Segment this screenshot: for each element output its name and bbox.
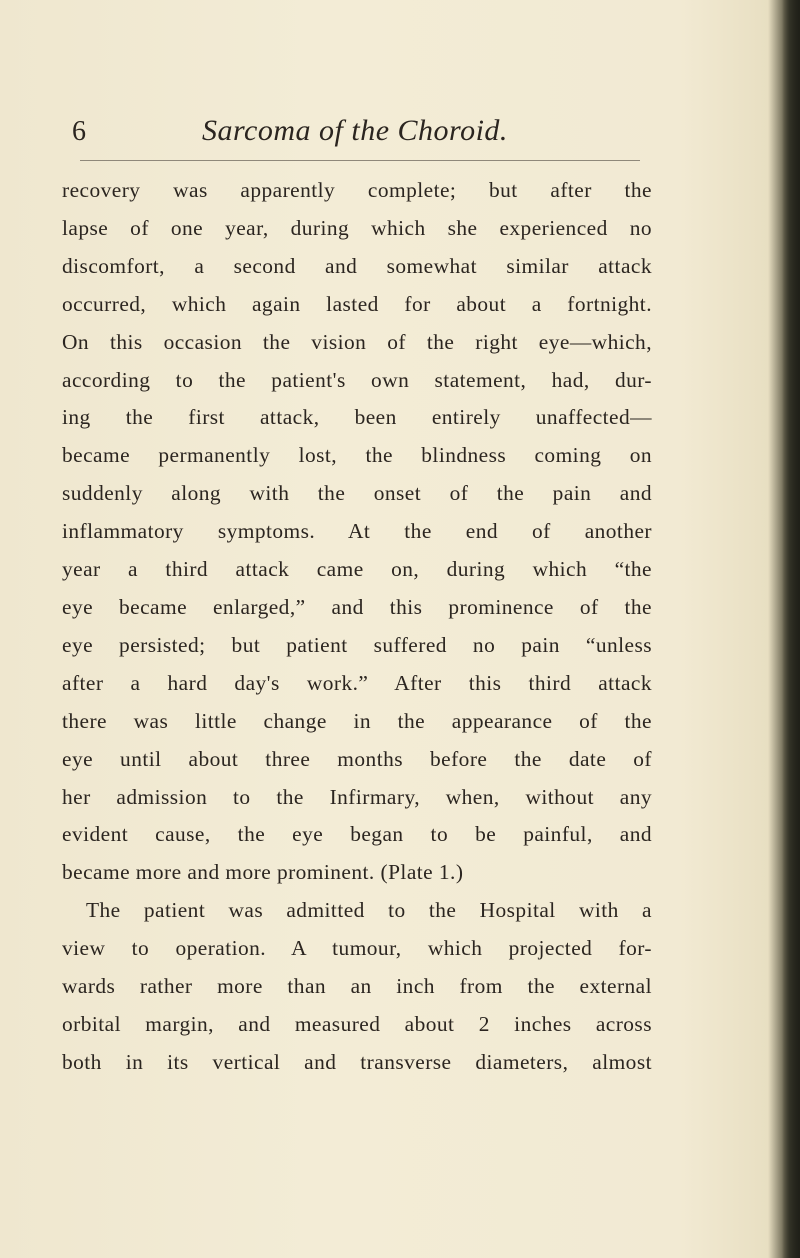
running-title: Sarcoma of the Choroid.	[202, 114, 508, 147]
page-header	[62, 112, 662, 152]
text-line: occurred, which again lasted for about a fortnight.	[62, 291, 652, 316]
text-line: became permanently lost, the blindness coming on	[62, 443, 652, 468]
text-line: after a hard day's work.” After this third attack	[62, 670, 652, 695]
text-line: both in its vertical and transverse diameters, almost	[62, 1049, 652, 1074]
text-line: ing the first attack, been entirely unaffected—	[62, 405, 652, 430]
text-line: eye became enlarged,” and this prominence of the	[62, 594, 652, 619]
header-rule	[80, 160, 640, 161]
text-line: her admission to the Infirmary, when, without any	[62, 784, 652, 809]
text-line: there was little change in the appearance of the	[62, 708, 652, 733]
text-line: discomfort, a second and somewhat similar attack	[62, 253, 652, 278]
text-line: eye persisted; but patient suffered no pain “unless	[62, 632, 652, 657]
text-line: according to the patient's own statement, had, dur-	[62, 367, 652, 392]
text-line: recovery was apparently complete; but after the	[62, 178, 652, 202]
body-text	[62, 172, 652, 1082]
text-line: orbital margin, and measured about 2 inches across	[62, 1011, 652, 1036]
text-line: inflammatory symptoms. At the end of another	[62, 519, 652, 544]
text-line: became more and more prominent. (Plate 1.)	[62, 860, 464, 885]
text-line: lapse of one year, during which she experienced no	[62, 215, 652, 240]
text-line: year a third attack came on, during which “the	[62, 557, 652, 582]
text-line: evident cause, the eye began to be painful, and	[62, 822, 652, 847]
binding-edge	[782, 0, 800, 1258]
page-number: 6	[72, 116, 86, 147]
text-line: view to operation. A tumour, which projected for-	[62, 936, 652, 961]
text-line: suddenly along with the onset of the pain and	[62, 481, 652, 506]
text-line: On this occasion the vision of the right eye—which,	[62, 329, 652, 354]
text-line: wards rather more than an inch from the external	[62, 974, 652, 999]
text-line: The patient was admitted to the Hospital with a	[86, 898, 652, 923]
text-line: eye until about three months before the date of	[62, 746, 652, 771]
